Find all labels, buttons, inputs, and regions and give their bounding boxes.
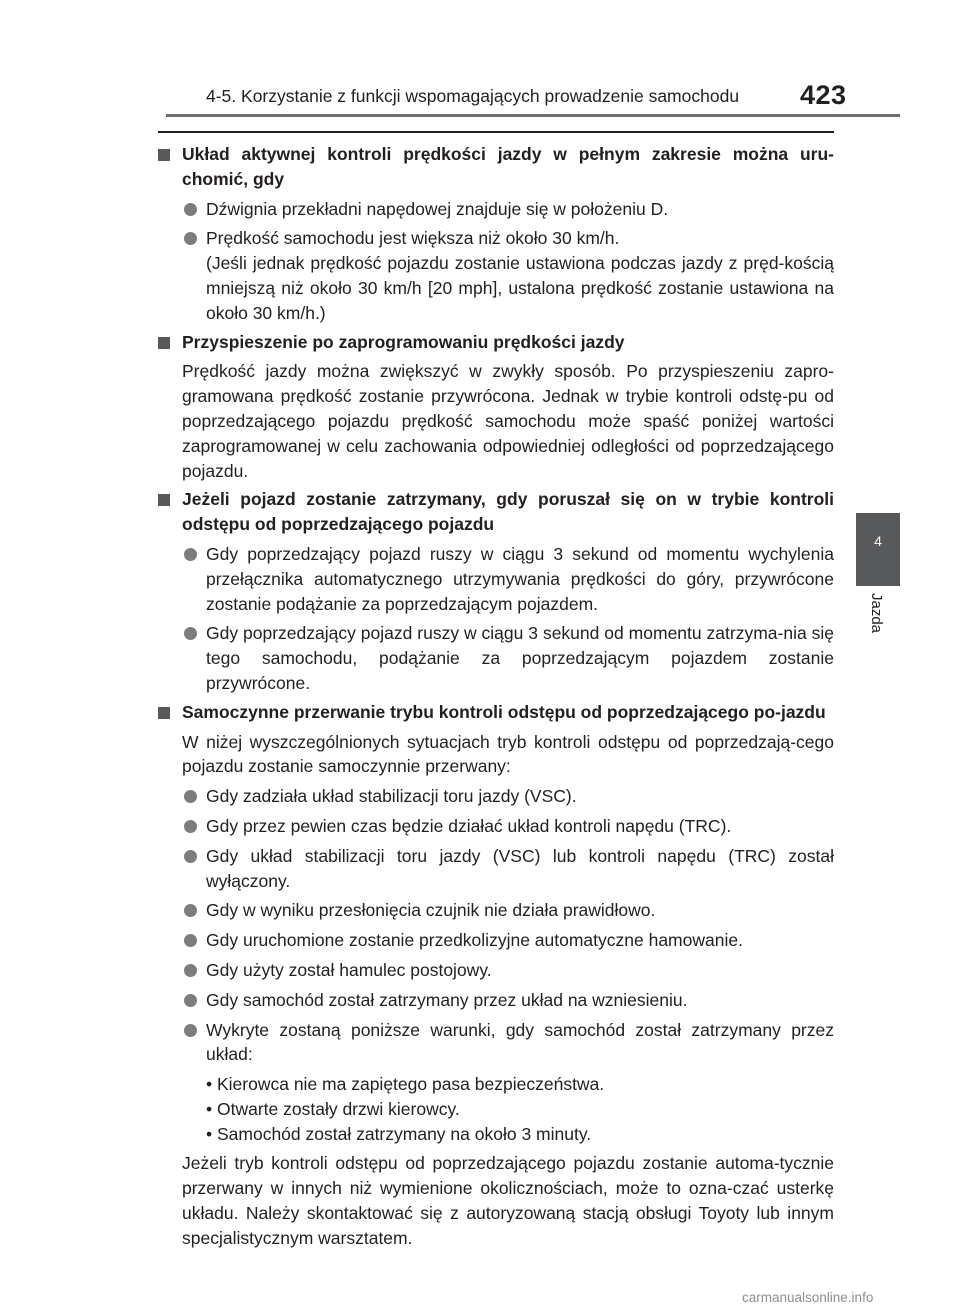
sub-list-item: • Kierowca nie ma zapiętego pasa bezpieczeństwa. [206,1074,605,1095]
list-item [158,197,834,222]
list-item-text: Gdy przez pewien czas będzie działać układ kontroli napędu (TRC). [206,815,732,836]
circle-bullet-icon [184,790,197,803]
circle-bullet-icon [184,904,197,917]
square-bullet-icon [158,707,170,719]
sub-list [158,1072,834,1146]
circle-bullet-icon [184,934,197,947]
chapter-tab[interactable] [856,513,900,586]
section-title: Samoczynne przerwanie trybu kontroli odstępu od poprzedzającego po-jazdu [182,701,826,722]
list-item-text: Gdy użyty został hamulec postojowy. [206,959,492,980]
circle-bullet-icon [184,548,197,561]
chapter-title: 4-5. Korzystanie z funkcji wspomagających prowadzenie samochodu [206,86,740,106]
list-item [158,784,834,809]
content-divider [158,131,834,133]
list-item [158,814,834,839]
square-bullet-icon [158,337,170,349]
list-item-text: Prędkość samochodu jest większa niż około 30 km/h. [206,228,620,249]
circle-bullet-icon [184,203,197,216]
sub-list-item: • Samochód został zatrzymany na około 3 minuty. [206,1123,592,1144]
list-item-note: (Jeśli jednak prędkość pojazdu zostanie ustawiona podczas jazdy z pręd-kością mniejszą niż około 30 km/h [20 mph], ustalona prędkość zostanie ustawiona na około 30 km/h.) [206,253,834,323]
list-item-text: Gdy poprzedzający pojazd ruszy w ciągu 3 sekund od momentu zatrzyma-nia się tego samochodu, podążanie za poprzedzającym pojazdem zostanie przywrócone. [206,623,834,693]
list-item [158,988,834,1013]
list-item-text: Dźwignia przekładni napędowej znajduje się w położeniu D. [206,198,669,219]
circle-bullet-icon [184,820,197,833]
list-item [158,898,834,923]
circle-bullet-icon [184,850,197,863]
sub-list-item: • Otwarte zostały drzwi kierowcy. [206,1098,460,1119]
list-item [158,958,834,983]
circle-bullet-icon [184,627,197,640]
paragraph: Jeżeli tryb kontroli odstępu od poprzedzającego pojazdu zostanie automa-tycznie przerwany w innych niż wymienione okolicznościach, może to ozna-czać usterkę układu. Należy skontaktować się z autoryzowaną stacją obsługi Toyoty lub innym specjalistycznym warsztatem. [182,1153,834,1248]
paragraph: W niżej wyszczególnionych sytuacjach tryb kontroli odstępu od poprzedzają-cego pojazdu zostanie samoczynnie przerwany: [182,731,834,777]
section-title: Przyspieszenie po zaprogramowaniu prędkości jazdy [182,331,625,352]
chapter-tab-label: Jazda [868,593,885,634]
list-item [158,621,834,695]
circle-bullet-icon [184,964,197,977]
list-item-text: Gdy zadziała układ stabilizacji toru jazdy (VSC). [206,786,577,807]
section-heading [158,142,834,192]
paragraph: Prędkość jazdy można zwiększyć w zwykły sposób. Po przyspieszeniu zapro-gramowana prędkość zostanie przywrócona. Jednak w trybie kontroli odstę-pu od poprzedzającego pojazdu prędkość samochodu może spaść poniżej wartości zaprogramowanej w celu zachowania odpowiedniej odległości od poprzedzającego pojazdu. [182,361,834,481]
page-header [0,0,960,120]
list-item [158,928,834,953]
list-item [158,226,834,325]
list-item-text: Gdy układ stabilizacji toru jazdy (VSC) lub kontroli napędu (TRC) został wyłączony. [206,845,834,891]
header-divider [166,114,900,117]
list-item-text: Wykryte zostaną poniższe warunki, gdy samochód został zatrzymany przez układ: [206,1019,834,1065]
chapter-tab-number: 4 [874,533,882,549]
section-heading [158,700,834,725]
list-item-text: Gdy w wyniku przesłonięcia czujnik nie działa prawidłowo. [206,900,656,921]
page-content [158,138,834,1251]
section-heading [158,330,834,355]
page-number: 423 [800,80,847,110]
square-bullet-icon [158,494,170,506]
square-bullet-icon [158,149,170,161]
list-item [158,542,834,616]
circle-bullet-icon [184,1024,197,1037]
section-title: Układ aktywnej kontroli prędkości jazdy w pełnym zakresie można uru-chomić, gdy [182,144,834,189]
watermark: carmanualsonline.info [742,1290,874,1305]
circle-bullet-icon [184,994,197,1007]
list-item-text: Gdy samochód został zatrzymany przez układ na wzniesieniu. [206,989,688,1010]
circle-bullet-icon [184,232,197,245]
section-title: Jeżeli pojazd zostanie zatrzymany, gdy poruszał się on w trybie kontroli odstępu od poprzedzającego pojazdu [182,489,834,535]
list-item-text: Gdy poprzedzający pojazd ruszy w ciągu 3 sekund od momentu wychylenia przełącznika automatycznego utrzymywania prędkości do góry, przywrócone zostanie podążanie za poprzedzającym pojazdem. [206,543,834,614]
list-item [158,1018,834,1068]
section-heading [158,487,834,537]
list-item-text: Gdy uruchomione zostanie przedkolizyjne automatyczne hamowanie. [206,930,743,951]
list-item [158,844,834,894]
